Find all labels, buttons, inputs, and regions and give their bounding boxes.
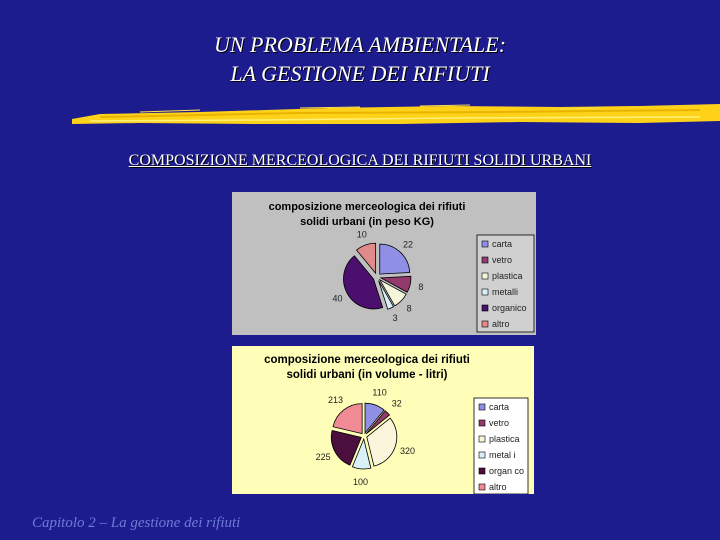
legend-swatch (479, 436, 485, 442)
legend-swatch (479, 452, 485, 458)
data-label: 320 (400, 445, 416, 456)
legend-label: altro (492, 319, 510, 329)
legend-label: carta (489, 402, 510, 412)
legend-box (477, 235, 534, 332)
chart-title-line2: solidi urbani (in peso KG) (300, 216, 434, 228)
legend-label: metalli (492, 287, 519, 297)
legend-swatch (482, 257, 488, 263)
data-label: 40 (332, 293, 343, 304)
data-label: 8 (406, 303, 412, 314)
chart-weight (232, 192, 536, 335)
data-label: 110 (372, 387, 387, 398)
data-label: 3 (392, 313, 398, 324)
data-label: 100 (353, 476, 369, 487)
legend-label: plastica (492, 271, 523, 281)
chart-legend (474, 398, 528, 494)
data-label: 225 (315, 452, 331, 463)
data-label: 22 (402, 239, 413, 250)
legend-label: vetro (489, 418, 510, 428)
legend-swatch (482, 321, 488, 327)
chart-volume-panel (232, 346, 534, 494)
legend-label: organ co (489, 466, 525, 476)
chart-legend (477, 235, 534, 332)
legend-swatch (479, 468, 485, 474)
legend-swatch (479, 420, 485, 426)
legend-swatch (482, 289, 488, 295)
chart-title-line1: composizione merceologica dei rifiuti (268, 201, 466, 213)
legend-label: metal i (489, 450, 516, 460)
data-label: 8 (418, 282, 424, 293)
slide-title-line2: LA GESTIONE DEI RIFIUTI (230, 61, 490, 86)
data-label: 213 (327, 394, 343, 405)
chart-title-line2: solidi urbani (in volume - litri) (286, 369, 448, 381)
data-label: 32 (391, 398, 402, 409)
legend-label: altro (489, 482, 507, 492)
legend-label: plastica (489, 434, 520, 444)
title-underline-brush (0, 0, 720, 140)
data-label: 10 (356, 229, 367, 240)
legend-swatch (479, 404, 485, 410)
slide-title-line1: UN PROBLEMA AMBIENTALE: (213, 32, 507, 57)
chart-title-line1: composizione merceologica dei rifiuti (264, 354, 470, 366)
slide-subtitle: COMPOSIZIONE MERCEOLOGICA DEI RIFIUTI SOLIDI URBANI (128, 152, 592, 169)
legend-label: organico (492, 303, 527, 313)
legend-swatch (482, 241, 488, 247)
chart-weight-panel (232, 192, 536, 335)
legend-box (474, 398, 528, 494)
legend-swatch (482, 305, 488, 311)
legend-label: vetro (492, 255, 513, 265)
legend-label: carta (492, 239, 513, 249)
legend-swatch (479, 484, 485, 490)
chart-volume (232, 346, 534, 494)
slide-footer: Capitolo 2 – La gestione dei rifiuti (32, 515, 241, 531)
legend-swatch (482, 273, 488, 279)
